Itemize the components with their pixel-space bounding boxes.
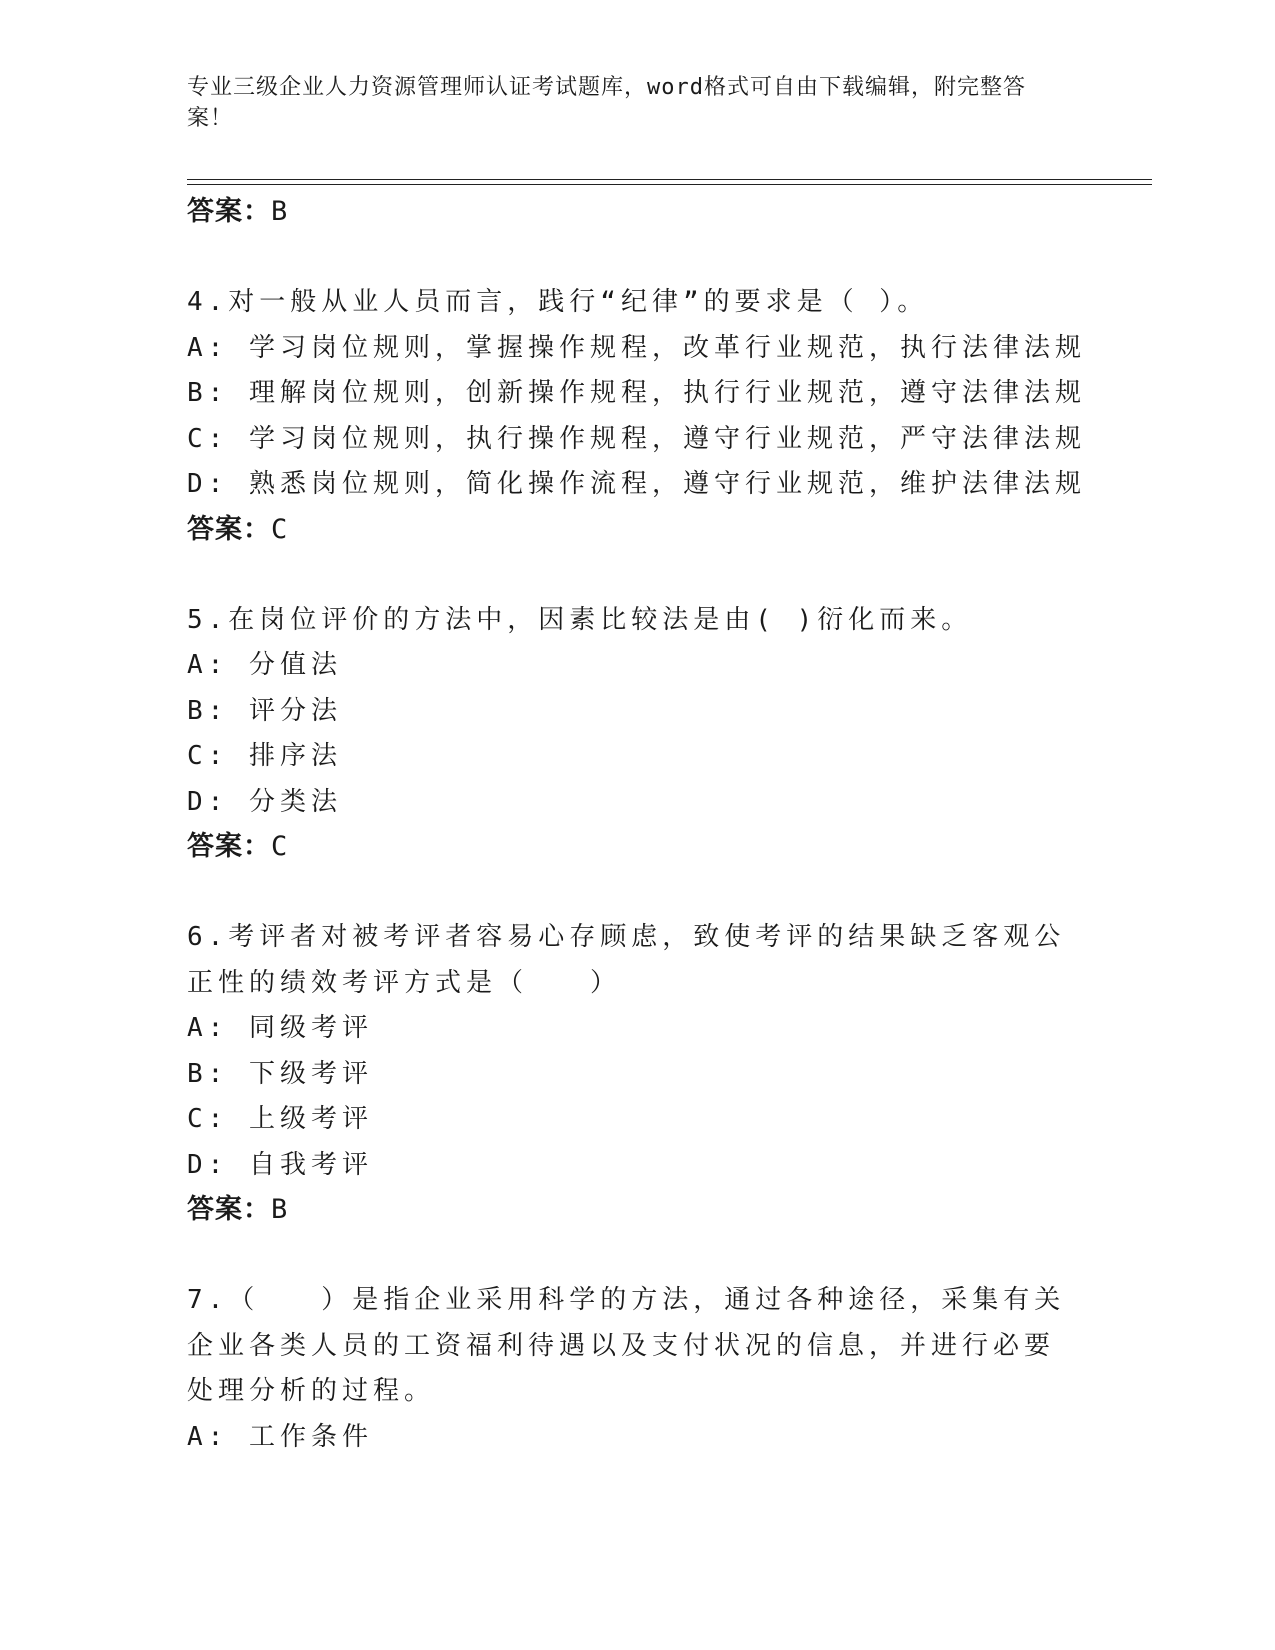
- question-list: [187, 190, 1087, 1460]
- question-text: 7.（ ）是指企业采用科学的方法，通过各种途径，采集有关企业各类人员的工资福利待遇以及支付状况的信息，并进行必要处理分析的过程。: [187, 1285, 1066, 1406]
- option-b: B: 理解岗位规则，创新操作规程，执行行业规范，遵守法律法规: [187, 378, 1086, 408]
- question-4: [187, 280, 1087, 552]
- option-c: C: 排序法: [187, 741, 342, 771]
- answer-value: C: [271, 831, 289, 862]
- answer-line: [187, 508, 1087, 552]
- question-7: [187, 1278, 1087, 1460]
- option-a: A: 工作条件: [187, 1421, 373, 1452]
- answer-label: 答案：: [187, 1194, 271, 1225]
- answer-value: B: [271, 196, 289, 227]
- document-header: 专业三级企业人力资源管理师认证考试题库，word格式可自由下载编辑，附完整答案！: [187, 75, 1026, 131]
- question-text: 6.考评者对被考评者容易心存顾虑，致使考评的结果缺乏客观公正性的绩效考评方式是（ ）: [187, 922, 1066, 998]
- option-a: A: 分值法: [187, 650, 342, 680]
- question-text: 5.在岗位评价的方法中，因素比较法是由( )衍化而来。: [187, 604, 973, 635]
- question-5: [187, 598, 1087, 870]
- option-b: B: 下级考评: [187, 1058, 373, 1089]
- option-c: C: 学习岗位规则，执行操作规程，遵守行业规范，严守法律法规: [187, 423, 1086, 454]
- question-6: [187, 915, 1087, 1232]
- answer-label: 答案：: [187, 513, 271, 545]
- option-c: C: 上级考评: [187, 1104, 373, 1134]
- answer-line: [187, 825, 1087, 869]
- answer-line: [187, 1188, 1087, 1232]
- answer-label: 答案：: [187, 831, 271, 862]
- question-text: 4.对一般从业人员而言，践行“纪律”的要求是（ ）。: [187, 287, 929, 317]
- header-divider-second: [187, 184, 1152, 185]
- option-b: B: 评分法: [187, 695, 342, 726]
- option-a: A: 学习岗位规则，掌握操作规程，改革行业规范，执行法律法规: [187, 332, 1086, 363]
- answer-line: [187, 190, 1087, 234]
- option-d: D: 分类法: [187, 786, 342, 817]
- option-d: D: 熟悉岗位规则，简化操作流程，遵守行业规范，维护法律法规: [187, 469, 1086, 499]
- answer-value: C: [271, 513, 289, 545]
- answer-value: B: [271, 1194, 289, 1225]
- option-a: A: 同级考评: [187, 1013, 373, 1043]
- option-d: D: 自我考评: [187, 1149, 373, 1180]
- answer-label: 答案：: [187, 196, 271, 227]
- header-divider: [187, 179, 1152, 180]
